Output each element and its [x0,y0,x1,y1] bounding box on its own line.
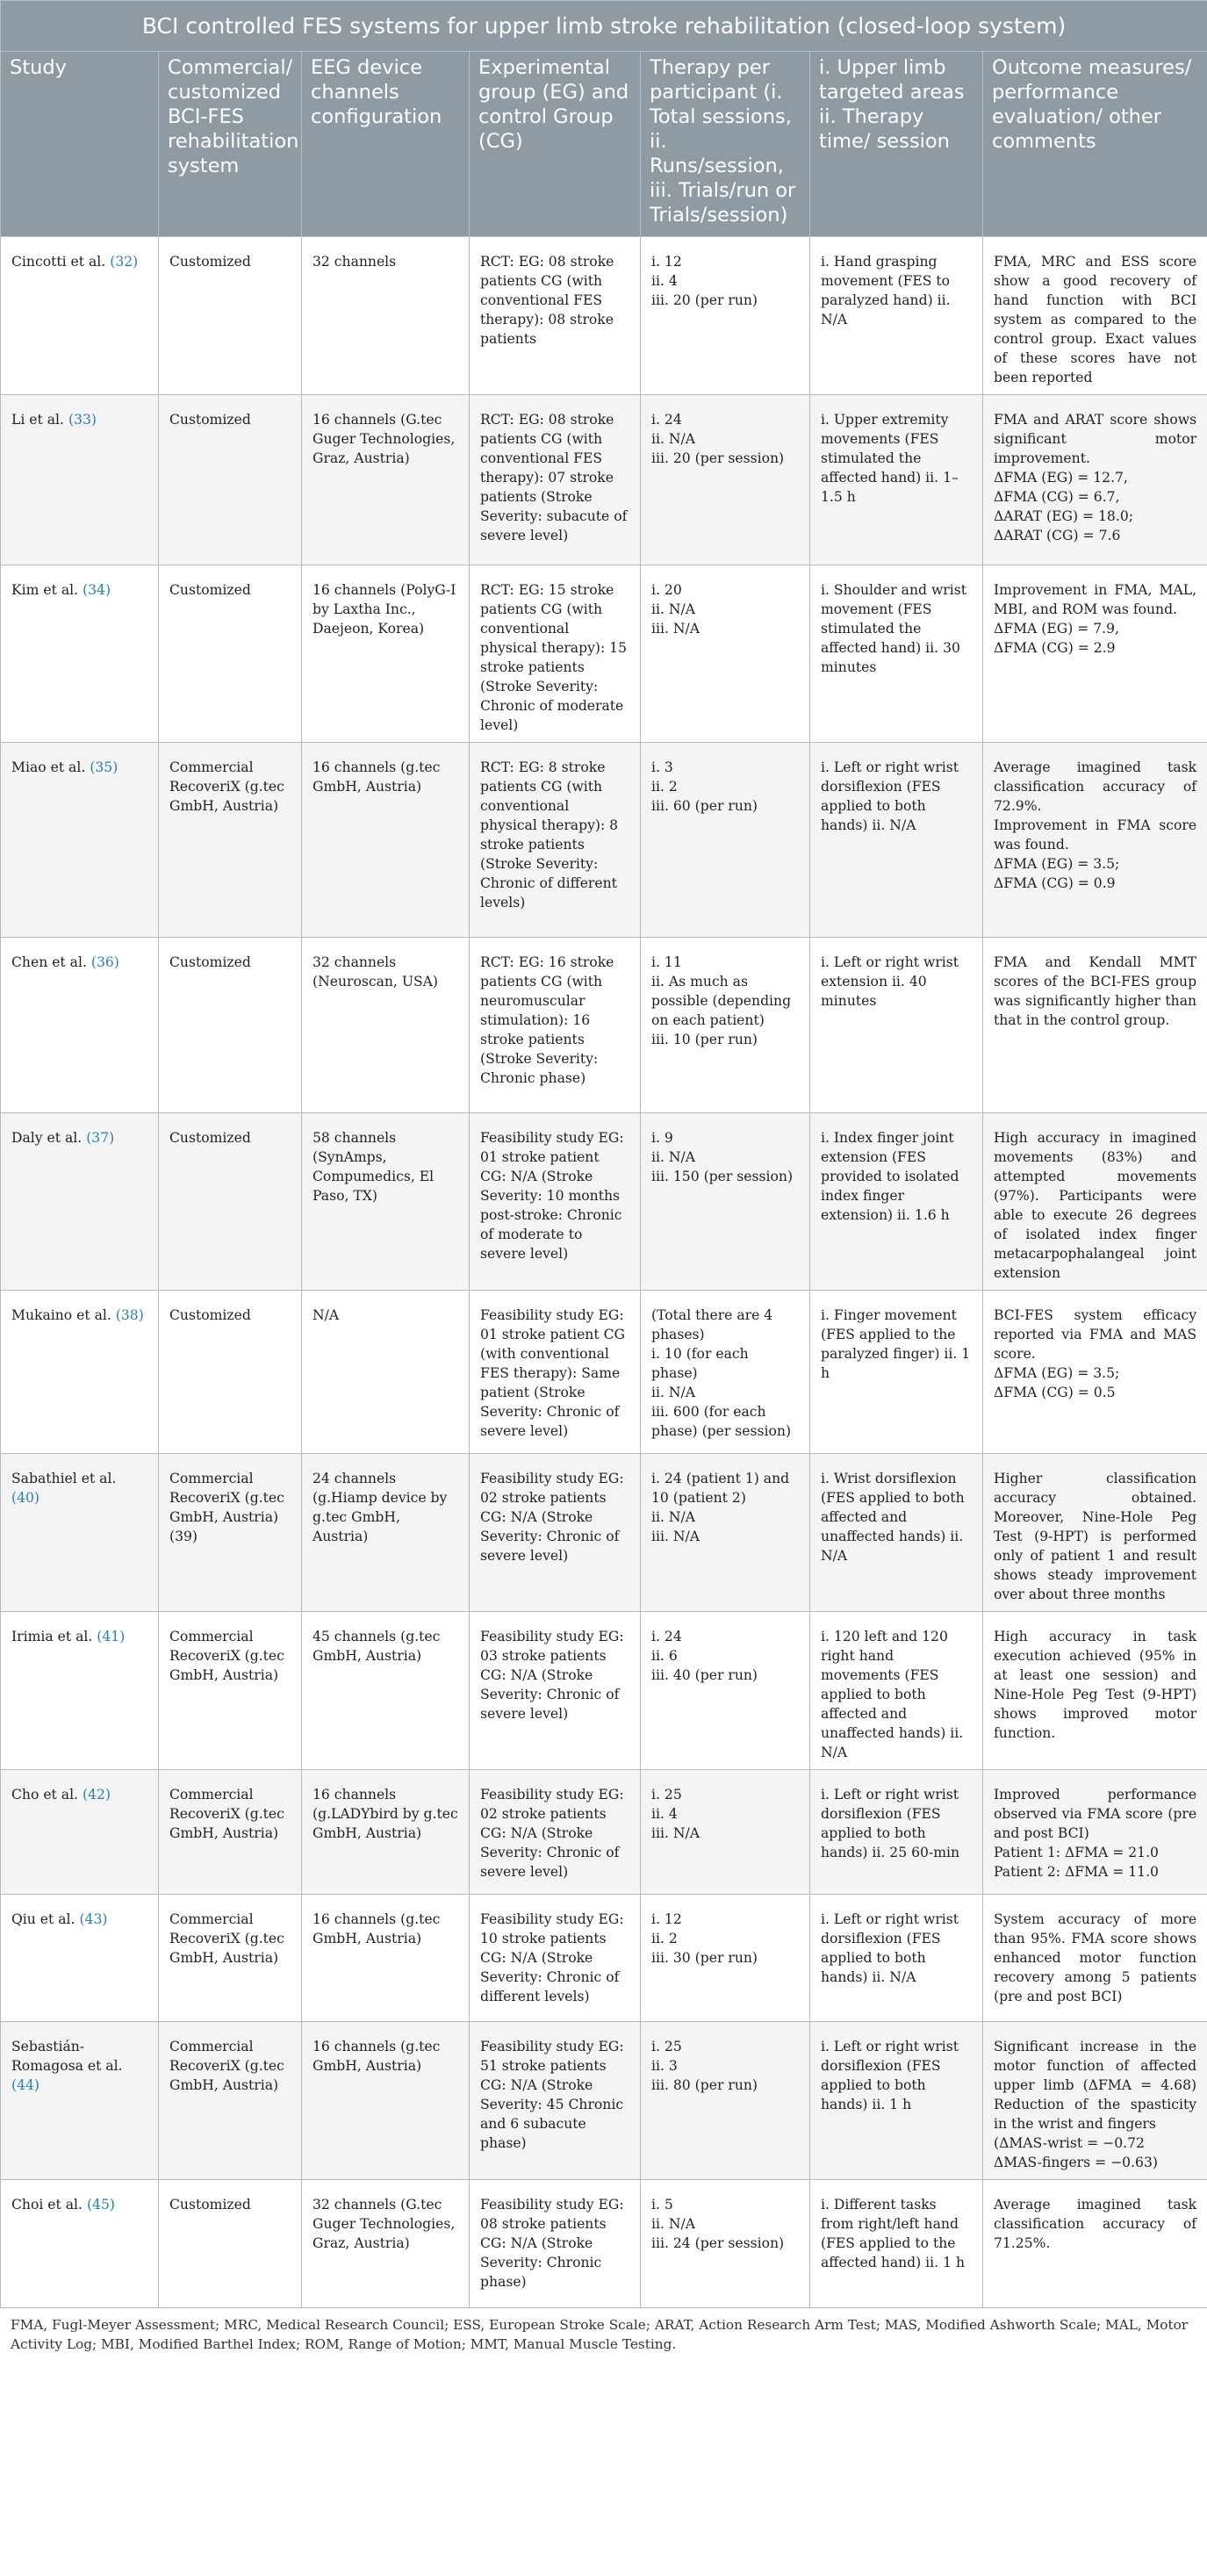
outcome-line: FMA and ARAT score shows significant motor improvement. [994,412,1197,466]
cell-system: Commercial RecoveriX (g.tec GmbH, Austria) [159,743,302,938]
therapy-line: ii. 4 [651,1806,678,1822]
outcome-line: FMA, MRC and ESS score show a good recovery of hand function with BCI system as compared to the control group. Exact values of these scores have not been reported [994,254,1197,385]
cell-therapy [641,2180,810,2308]
therapy-line: iii. 20 (per session) [651,450,785,466]
table-footnote: FMA, Fugl-Meyer Assessment; MRC, Medical Research Council; ESS, European Stroke Scale; ARAT, Action Research Arm Test; MAS, Modified Ashworth Scale; MAL, Motor Activity Log; MBI, Modified Barthel Index; ROM, Range of Motion; MMT, Manual Muscle Testing. [11,2317,1189,2352]
cell-system: Commercial RecoveriX (g.tec GmbH, Austria) [159,1770,302,1895]
table-row [1,1612,1207,1770]
cell-eeg: 32 channels (Neuroscan, USA) [302,938,470,1113]
cell-outcome [983,1454,1207,1612]
outcome-line: ΔFMA (EG) = 3.5; [994,1365,1120,1381]
reference-link[interactable]: (36) [90,954,119,970]
study-name: Sabathiel et al. [11,1471,117,1486]
cell-system: Commercial RecoveriX (g.tec GmbH, Austria) (39) [159,1454,302,1612]
cell-groups: Feasibility study EG: 01 stroke patient CG (with conventional FES therapy): Same patient (Stroke Severity: Chronic of severe level) [470,1291,641,1454]
therapy-line: i. 12 [651,254,682,270]
therapy-line: iii. N/A [651,1529,700,1544]
cell-study [1,1454,159,1612]
outcome-line: ΔFMA (CG) = 6.7, [994,489,1120,505]
therapy-line: ii. 2 [651,1931,678,1946]
table-row [1,1895,1207,2022]
cell-outcome [983,395,1207,565]
cell-eeg: 32 channels [302,237,470,395]
cell-outcome [983,1612,1207,1770]
therapy-line: ii. 4 [651,273,678,289]
table-title: BCI controlled FES systems for upper limb stroke rehabilitation (closed-loop system) [1,1,1207,52]
outcome-line: ΔFMA (CG) = 2.9 [994,640,1116,656]
cell-study [1,565,159,743]
table-row [1,938,1207,1113]
study-name: Li et al. [11,412,64,428]
study-name: Mukaino et al. [11,1307,111,1323]
study-name: Cincotti et al. [11,254,106,270]
outcome-line: Improvement in FMA score was found. [994,817,1197,853]
therapy-line: i. 24 [651,1629,682,1644]
table-row [1,395,1207,565]
therapy-line: i. 9 [651,1130,673,1146]
outcome-line: FMA and Kendall MMT scores of the BCI-FES group was significantly higher than that in the control group. [994,954,1197,1028]
therapy-line: ii. N/A [651,1509,696,1525]
cell-study [1,237,159,395]
cell-eeg: 32 channels (G.tec Guger Technologies, Graz, Austria) [302,2180,470,2308]
cell-groups: Feasibility study EG: 10 stroke patients CG: N/A (Stroke Severity: Chronic of different levels) [470,1895,641,2022]
cell-groups: RCT: EG: 15 stroke patients CG (with conventional physical therapy): 15 stroke patients (Stroke Severity: Chronic of moderate level) [470,565,641,743]
cell-targets: i. Wrist dorsiflexion (FES applied to both affected and unaffected hands) ii. N/A [810,1454,983,1612]
therapy-line: ii. N/A [651,601,696,617]
therapy-line: i. 25 [651,1787,682,1802]
cell-targets: i. Left or right wrist dorsiflexion (FES applied to both hands) ii. N/A [810,743,983,938]
cell-system: Customized [159,1113,302,1291]
cell-therapy [641,1770,810,1895]
outcome-line: Patient 2: ΔFMA = 11.0 [994,1864,1159,1880]
therapy-line: i. 5 [651,2197,673,2213]
header-outcome: Outcome measures/ performance evaluation/ other comments [983,52,1207,237]
table-row [1,2180,1207,2308]
table-row [1,1454,1207,1612]
cell-groups: Feasibility study EG: 02 stroke patients CG: N/A (Stroke Severity: Chronic of severe level) [470,1454,641,1612]
outcome-line: High accuracy in imagined movements (83%) and attempted movements (97%). Participants were able to execute 26 degrees of isolated index finger metacarpophalangeal joint extension [994,1130,1197,1281]
cell-eeg: 16 channels (g.tec GmbH, Austria) [302,1895,470,2022]
reference-link[interactable]: (32) [110,254,139,270]
cell-eeg: 16 channels (g.tec GmbH, Austria) [302,743,470,938]
cell-eeg: 16 channels (g.tec GmbH, Austria) [302,2022,470,2180]
therapy-line: iii. 40 (per run) [651,1667,758,1683]
cell-therapy [641,938,810,1113]
therapy-line: i. 10 (for each phase) [651,1346,749,1381]
therapy-line: ii. N/A [651,431,696,447]
cell-outcome [983,1895,1207,2022]
header-study: Study [1,52,159,237]
reference-link[interactable]: (38) [115,1307,144,1323]
cell-targets: i. Finger movement (FES applied to the paralyzed finger) ii. 1 h [810,1291,983,1454]
table-row [1,1113,1207,1291]
cell-groups: Feasibility study EG: 02 stroke patients CG: N/A (Stroke Severity: Chronic of severe level) [470,1770,641,1895]
header-eeg: EEG device channels configuration [302,52,470,237]
cell-eeg: 24 channels (g.Hiamp device by g.tec GmbH, Austria) [302,1454,470,1612]
outcome-line: Improved performance observed via FMA score (pre and post BCI) [994,1787,1197,1841]
cell-outcome [983,1113,1207,1291]
cell-groups: Feasibility study EG: 51 stroke patients CG: N/A (Stroke Severity: 45 Chronic and 6 subacute phase) [470,2022,641,2180]
reference-link[interactable]: (35) [90,759,119,775]
table-row [1,1770,1207,1895]
cell-system: Commercial RecoveriX (g.tec GmbH, Austria) [159,1612,302,1770]
therapy-line: ii. 6 [651,1648,678,1664]
cell-groups: Feasibility study EG: 01 stroke patient CG: N/A (Stroke Severity: 10 months post-stroke: Chronic of moderate to severe level) [470,1113,641,1291]
cell-therapy [641,1895,810,2022]
outcome-line: Improvement in FMA, MAL, MBI, and ROM was found. [994,582,1197,617]
cell-system: Customized [159,565,302,743]
cell-groups: RCT: EG: 08 stroke patients CG (with conventional FES therapy): 07 stroke patients (Stroke Severity: subacute of severe level) [470,395,641,565]
cell-groups: Feasibility study EG: 03 stroke patients CG: N/A (Stroke Severity: Chronic of severe level) [470,1612,641,1770]
therapy-line: iii. N/A [651,621,700,637]
reference-link[interactable]: (44) [11,2077,40,2093]
cell-study [1,938,159,1113]
therapy-line: i. 24 [651,412,682,428]
study-name: Choi et al. [11,2197,83,2213]
study-name: Irimia et al. [11,1629,93,1644]
reference-link[interactable]: (43) [79,1911,108,1927]
reference-link[interactable]: (34) [83,582,111,598]
cell-system: Customized [159,237,302,395]
therapy-line: i. 3 [651,759,673,775]
header-groups: Experimental group (EG) and control Group (CG) [470,52,641,237]
cell-outcome [983,938,1207,1113]
reference-link[interactable]: (45) [86,2197,115,2213]
reference-link[interactable]: (40) [11,1490,40,1506]
cell-system: Customized [159,938,302,1113]
cell-system: Customized [159,395,302,565]
reference-link[interactable]: (41) [97,1629,126,1644]
header-targets: i. Upper limb targeted areas ii. Therapy time/ session [810,52,983,237]
cell-therapy [641,395,810,565]
study-name: Chen et al. [11,954,87,970]
outcome-line: ΔFMA (CG) = 0.9 [994,875,1116,891]
therapy-line: iii. 150 (per session) [651,1169,794,1184]
cell-study [1,743,159,938]
outcome-line: BCI-FES system efficacy reported via FMA and MAS score. [994,1307,1197,1362]
cell-eeg: 16 channels (g.LADYbird by g.tec GmbH, Austria) [302,1770,470,1895]
cell-targets: i. Left or right wrist dorsiflexion (FES applied to both hands) ii. 1 h [810,2022,983,2180]
cell-system: Commercial RecoveriX (g.tec GmbH, Austria) [159,2022,302,2180]
cell-groups: RCT: EG: 08 stroke patients CG (with conventional FES therapy): 08 stroke patients [470,237,641,395]
therapy-line: iii. 60 (per run) [651,798,758,814]
cell-outcome [983,743,1207,938]
outcome-line: ΔMAS-fingers = −0.63) [994,2155,1158,2170]
therapy-line: iii. 20 (per run) [651,292,758,308]
cell-groups: RCT: EG: 8 stroke patients CG (with conventional physical therapy): 8 stroke patients (Stroke Severity: Chronic of different levels) [470,743,641,938]
study-name: Kim et al. [11,582,79,598]
outcome-line: ΔFMA (CG) = 0.5 [994,1385,1116,1400]
therapy-line: iii. 600 (for each phase) (per session) [651,1404,792,1439]
study-name: Cho et al. [11,1787,79,1802]
cell-groups: Feasibility study EG: 08 stroke patients CG: N/A (Stroke Severity: Chronic phase) [470,2180,641,2308]
outcome-line: High accuracy in task execution achieved (95% in at least one session) and Nine-Hole Peg Test (9-HPT) shows improved motor function. [994,1629,1197,1741]
cell-eeg: 16 channels (PolyG-I by Laxtha Inc., Daejeon, Korea) [302,565,470,743]
table-row [1,2022,1207,2180]
cell-targets: i. Index finger joint extension (FES provided to isolated index finger extension) ii. 1.6 h [810,1113,983,1291]
header-system: Commercial/ customized BCI-FES rehabilitation system [159,52,302,237]
study-name: Daly et al. [11,1130,83,1146]
cell-study [1,395,159,565]
outcome-line: Significant increase in the motor function of affected upper limb (ΔFMA = 4.68) Reduction of the spasticity in the wrist and fingers [994,2039,1197,2132]
study-name: Qiu et al. [11,1911,75,1927]
cell-therapy [641,237,810,395]
outcome-line: System accuracy of more than 95%. FMA score shows enhanced motor function recovery among 5 patients (pre and post BCI) [994,1911,1197,2004]
cell-targets: i. Shoulder and wrist movement (FES stimulated the affected hand) ii. 30 minutes [810,565,983,743]
therapy-line: iii. 30 (per run) [651,1950,758,1966]
cell-therapy [641,743,810,938]
cell-therapy [641,2022,810,2180]
cell-study [1,1113,159,1291]
therapy-line: i. 24 (patient 1) and 10 (patient 2) [651,1471,790,1506]
cell-study [1,1895,159,2022]
cell-targets: i. Hand grasping movement (FES to paralyzed hand) ii. N/A [810,237,983,395]
therapy-line: ii. N/A [651,1385,696,1400]
cell-therapy [641,1113,810,1291]
cell-system: Customized [159,1291,302,1454]
cell-outcome [983,1770,1207,1895]
cell-groups: RCT: EG: 16 stroke patients CG (with neuromuscular stimulation): 16 stroke patients (Stroke Severity: Chronic phase) [470,938,641,1113]
cell-study [1,2022,159,2180]
cell-outcome [983,1291,1207,1454]
cell-study [1,2180,159,2308]
cell-outcome [983,565,1207,743]
therapy-line: i. 11 [651,954,682,970]
outcome-line: ΔARAT (CG) = 7.6 [994,528,1121,543]
outcome-line: (ΔMAS-wrist = −0.72 [994,2135,1145,2151]
outcome-line: Patient 1: ΔFMA = 21.0 [994,1845,1159,1860]
cell-eeg: N/A [302,1291,470,1454]
cell-therapy [641,1291,810,1454]
reference-link[interactable]: (37) [86,1130,115,1146]
cell-targets: i. Left or right wrist dorsiflexion (FES applied to both hands) ii. 25 60-min [810,1770,983,1895]
cell-therapy [641,1454,810,1612]
therapy-line: i. 12 [651,1911,682,1927]
therapy-line: i. 25 [651,2039,682,2054]
therapy-line: iii. 80 (per run) [651,2077,758,2093]
outcome-line: Higher classification accuracy obtained. Moreover, Nine-Hole Peg Test (9-HPT) is performed only of patient 1 and result shows steady improvement over about three months [994,1471,1197,1602]
cell-therapy [641,565,810,743]
therapy-line: iii. 24 (per session) [651,2235,785,2251]
cell-system: Customized [159,2180,302,2308]
therapy-line: (Total there are 4 phases) [651,1307,773,1342]
outcome-line: ΔFMA (EG) = 7.9, [994,621,1120,637]
study-name: Sebastián-Romagosa et al. [11,2039,123,2074]
cell-eeg: 45 channels (g.tec GmbH, Austria) [302,1612,470,1770]
cell-targets: i. 120 left and 120 right hand movements (FES applied to both affected and unaffected hands) ii. N/A [810,1612,983,1770]
table-row [1,743,1207,938]
therapy-line: ii. N/A [651,2216,696,2232]
therapy-line: ii. 3 [651,2058,678,2074]
cell-targets: i. Left or right wrist extension ii. 40 minutes [810,938,983,1113]
outcome-line: ΔARAT (EG) = 18.0; [994,508,1133,524]
outcome-line: ΔFMA (EG) = 12.7, [994,470,1128,486]
cell-outcome [983,2022,1207,2180]
cell-study [1,1612,159,1770]
cell-outcome [983,237,1207,395]
reference-link[interactable]: (42) [82,1787,111,1802]
cell-study [1,1291,159,1454]
outcome-line: Average imagined task classification accuracy of 72.9%. [994,759,1197,814]
cell-eeg: 58 channels (SynAmps, Compumedics, El Paso, TX) [302,1113,470,1291]
cell-therapy [641,1612,810,1770]
therapy-line: ii. 2 [651,779,678,795]
cell-system: Commercial RecoveriX (g.tec GmbH, Austria) [159,1895,302,2022]
cell-targets: i. Left or right wrist dorsiflexion (FES applied to both hands) ii. N/A [810,1895,983,2022]
outcome-line: Average imagined task classification accuracy of 71.25%. [994,2197,1197,2251]
therapy-line: iii. 10 (per run) [651,1032,758,1047]
table-row [1,237,1207,395]
cell-eeg: 16 channels (G.tec Guger Technologies, Graz, Austria) [302,395,470,565]
table-row [1,565,1207,743]
reference-link[interactable]: (33) [68,412,97,428]
therapy-line: ii. N/A [651,1149,696,1165]
cell-targets: i. Different tasks from right/left hand (FES applied to the affected hand) ii. 1 h [810,2180,983,2308]
cell-outcome [983,2180,1207,2308]
study-name: Miao et al. [11,759,86,775]
therapy-line: ii. As much as possible (depending on each patient) [651,974,792,1028]
cell-study [1,1770,159,1895]
therapy-line: iii. N/A [651,1825,700,1841]
header-therapy: Therapy per participant (i. Total sessions, ii. Runs/session, iii. Trials/run or Trials/session) [641,52,810,237]
cell-targets: i. Upper extremity movements (FES stimulated the affected hand) ii. 1–1.5 h [810,395,983,565]
table-row [1,1291,1207,1454]
therapy-line: i. 20 [651,582,682,598]
outcome-line: ΔFMA (EG) = 3.5; [994,856,1120,872]
